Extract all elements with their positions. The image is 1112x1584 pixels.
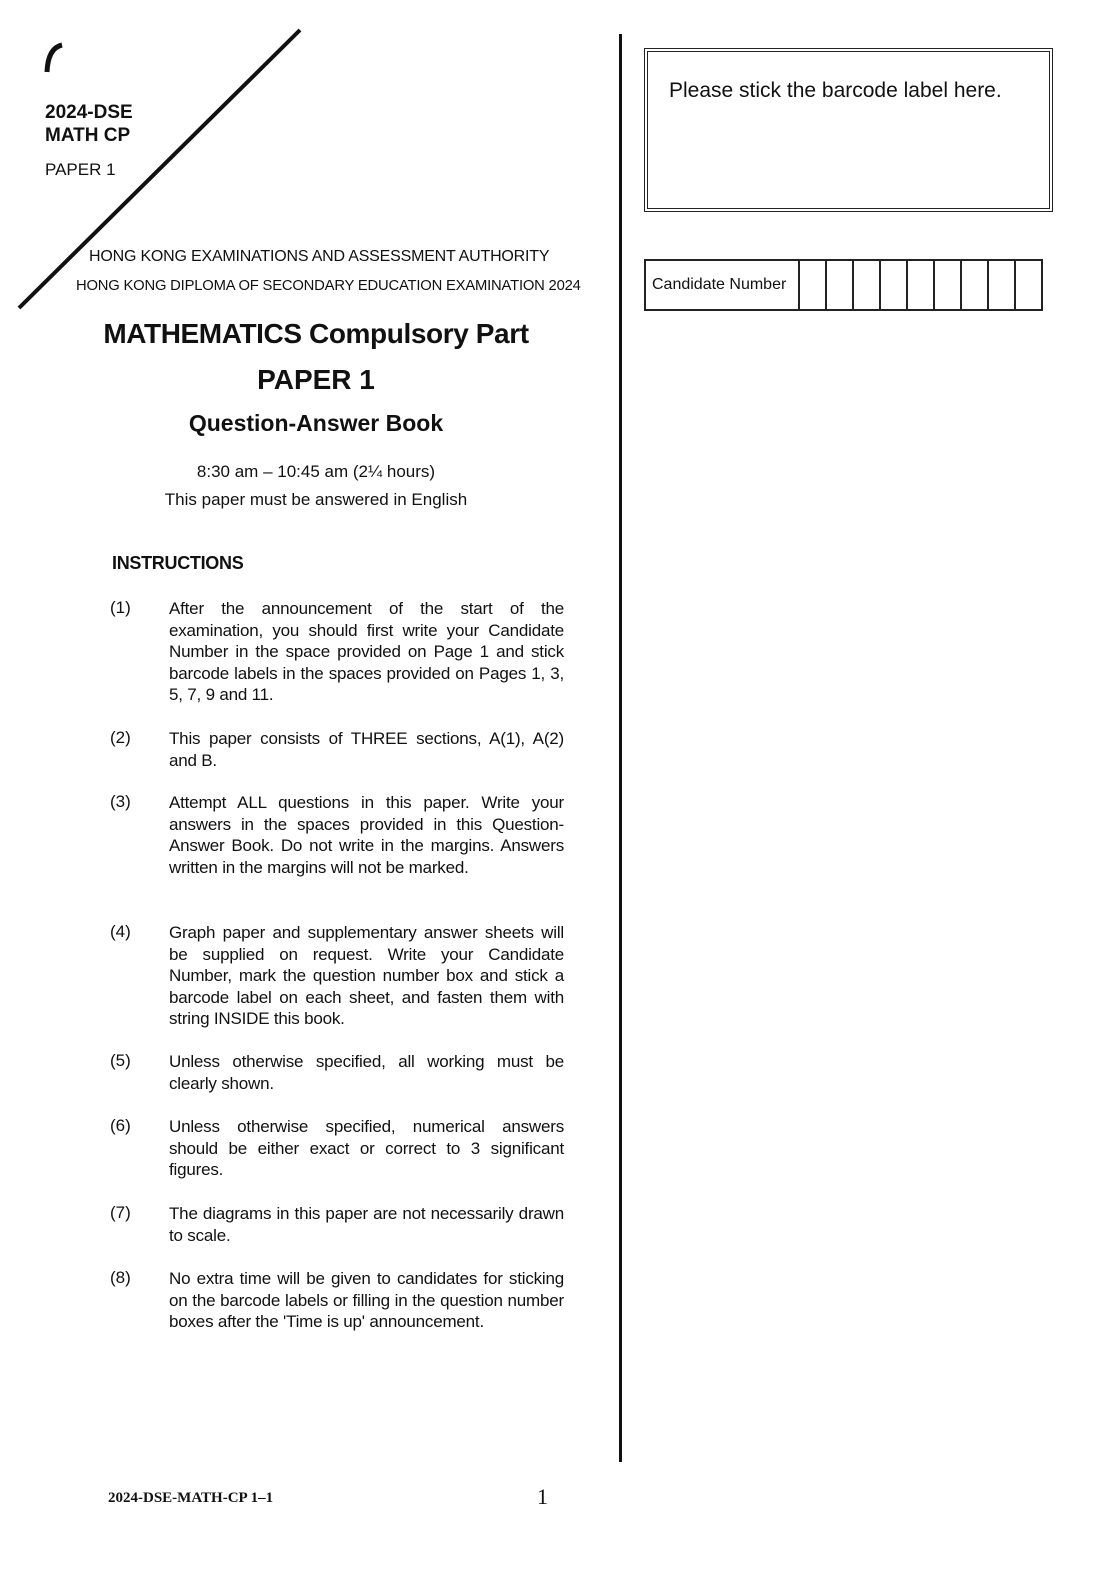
paper-small-label: PAPER 1 — [45, 160, 116, 179]
candidate-digit-box[interactable] — [962, 261, 989, 309]
instructions-heading: INSTRUCTIONS — [112, 553, 244, 573]
instruction-number: (4) — [110, 922, 131, 941]
candidate-digit-box[interactable] — [908, 261, 935, 309]
instruction-text: Attempt ALL questions in this paper. Write your answers in the spaces provided in this Question-Answer Book. Do not write in the margins. Answers written in the margins will not be marked. — [169, 793, 564, 877]
candidate-digit-box[interactable] — [854, 261, 881, 309]
instruction-text: Unless otherwise specified, all working must be clearly shown. — [169, 1052, 564, 1093]
candidate-digit-box[interactable] — [989, 261, 1016, 309]
instruction-number: (8) — [110, 1268, 131, 1287]
candidate-digit-box[interactable] — [1016, 261, 1041, 309]
candidate-digit-box[interactable] — [800, 261, 827, 309]
candidate-digit-box[interactable] — [935, 261, 962, 309]
candidate-number-field[interactable] — [644, 259, 1043, 311]
exam-code-line2: MATH CP — [45, 125, 131, 146]
page-number: 1 — [537, 1484, 548, 1509]
instruction-number: (2) — [110, 728, 131, 747]
instruction-text: Unless otherwise specified, numerical answers should be either exact or correct to 3 significant figures. — [169, 1117, 564, 1179]
corner-mark-icon — [47, 45, 62, 72]
language-note: This paper must be answered in English — [164, 490, 468, 509]
instruction-text: After the announcement of the start of the examination, you should first write your Candidate Number in the space provided on Page 1 and stick barcode labels in the spaces provided on Pages 1, 3, 5, 7, 9 and 11. — [169, 599, 564, 704]
candidate-number-label: Candidate Number — [646, 261, 800, 309]
instruction-text: This paper consists of THREE sections, A(1), A(2) and B. — [169, 729, 564, 770]
instruction-text: Graph paper and supplementary answer sheets will be supplied on request. Write your Candidate Number, mark the question number box and stick a barcode label on each sheet, and fasten them with string INSIDE this book. — [169, 923, 564, 1028]
exam-name: HONG KONG DIPLOMA OF SECONDARY EDUCATION EXAMINATION 2024 — [76, 278, 581, 294]
subject-title: MATHEMATICS Compulsory Part — [103, 318, 529, 349]
instruction-number: (6) — [110, 1116, 131, 1135]
exam-code-line1: 2024-DSE — [45, 102, 133, 123]
candidate-digit-box[interactable] — [827, 261, 854, 309]
book-title: Question-Answer Book — [188, 410, 444, 436]
vertical-divider — [619, 34, 622, 1462]
instruction-text: No extra time will be given to candidates for sticking on the barcode labels or filling in the question number boxes after the 'Time is up' announcement. — [169, 1269, 564, 1331]
authority-name: HONG KONG EXAMINATIONS AND ASSESSMENT AUTHORITY — [89, 248, 550, 265]
footer-paper-code: 2024-DSE-MATH-CP 1–1 — [108, 1490, 274, 1506]
barcode-label-text: Please stick the barcode label here. — [669, 79, 1002, 102]
instruction-number: (5) — [110, 1051, 131, 1070]
instruction-number: (1) — [110, 598, 131, 617]
instruction-text: The diagrams in this paper are not necessarily drawn to scale. — [169, 1204, 564, 1245]
paper-title: PAPER 1 — [257, 364, 375, 395]
instruction-number: (3) — [110, 792, 131, 811]
instruction-number: (7) — [110, 1203, 131, 1222]
candidate-digit-box[interactable] — [881, 261, 908, 309]
exam-time: 8:30 am – 10:45 am (2¼ hours) — [196, 462, 436, 481]
barcode-label-box — [644, 48, 1053, 212]
